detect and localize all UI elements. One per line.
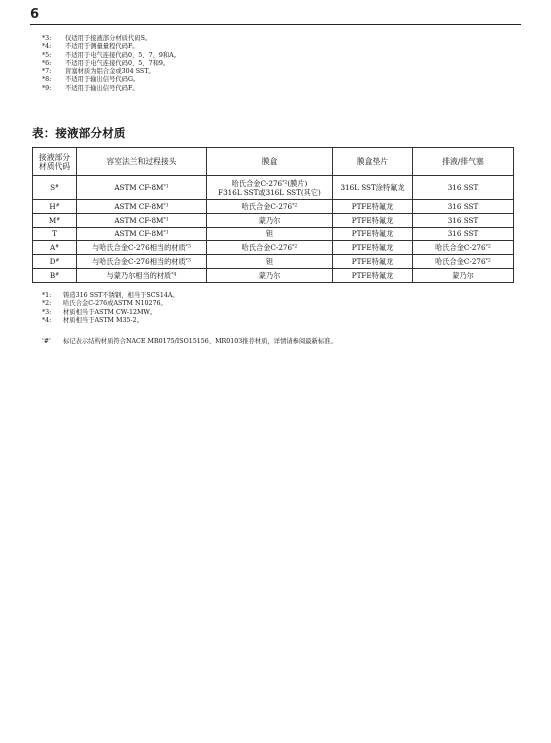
cell-flange: ASTM $CF-8M^{*1}$ (77, 200, 207, 214)
legend-text: 标记表示结构材质符合NACE MR0175/ISO15156、MR0103推荐材质，详情请参阅最新标准。 (63, 338, 337, 345)
cell-vent: 哈氏合金C-276$^{*2}$ (413, 241, 514, 255)
note-mark: *8: (42, 76, 52, 84)
header-material-code: 接液部分 材质代码 (33, 148, 77, 176)
notes-list (42, 35, 180, 93)
table-title: 表：接液部分材质 (32, 126, 126, 140)
footnotes-list (42, 292, 179, 326)
note-mark: *7: (42, 68, 52, 76)
note-item (42, 43, 180, 51)
cell-diaphragm: 哈氏合金C-276$^{*2}$(膜片) F316L SST或316L SST(其它) (207, 176, 333, 200)
header-gasket: 膜盒垫片 (333, 148, 413, 176)
table-row (33, 213, 514, 227)
note-mark: *9: (42, 84, 52, 92)
cell-gasket: PTFE特氟龙 (333, 227, 413, 241)
header-rule (30, 24, 521, 25)
note-text: 不适用于输出信号代码F。 (65, 84, 139, 92)
note-item (42, 60, 180, 68)
footnote-item (42, 317, 179, 325)
note-text: 不适用于输出信号代码G。 (65, 76, 140, 84)
cell-flange: 与哈氏合金C-276相当的材质$^{*3}$ (77, 255, 207, 269)
footnote-text: 铸造316 SST不锈钢，相当于SCS14A。 (63, 292, 179, 299)
footnote-mark: *4: (42, 317, 52, 325)
footnote-item (42, 300, 179, 308)
table-header-row (33, 148, 514, 176)
cell-code: D# (33, 255, 77, 269)
cell-gasket: PTFE特氟龙 (333, 200, 413, 214)
note-text: 不适用于电气连接代码0、5、7、9和A。 (65, 51, 181, 59)
cell-flange: ASTM $CF-8M^{*1}$ (77, 176, 207, 200)
cell-vent: 316 SST (413, 176, 514, 200)
note-mark: *3: (42, 35, 52, 42)
cell-code: A# (33, 241, 77, 255)
footnote-mark: *3: (42, 308, 52, 316)
cell-gasket: PTFE特氟龙 (333, 255, 413, 269)
header-diaphragm: 膜盒 (207, 148, 333, 176)
cell-code: S# (33, 176, 77, 200)
note-item (42, 76, 180, 84)
footnote-item (42, 309, 179, 317)
note-item (42, 85, 180, 93)
cell-diaphragm: 哈氏合金C-276$^{*2}$ (207, 200, 333, 214)
cell-vent: 哈氏合金C-276$^{*2}$ (413, 255, 514, 269)
note-text: 不适用于测量量程代码F。 (65, 43, 139, 51)
legend-mark: '#' (42, 338, 51, 345)
cell-diaphragm: 钽 (207, 227, 333, 241)
cell-gasket: PTFE特氟龙 (333, 241, 413, 255)
cell-flange: ASTM $CF-8M^{*1}$ (77, 227, 207, 241)
table-row (33, 227, 514, 241)
note-item (42, 52, 180, 60)
footnote-mark: *2: (42, 300, 52, 308)
cell-flange: 与蒙乃尔相当的材质$^{*4}$ (77, 268, 207, 282)
cell-diaphragm: 钽 (207, 255, 333, 269)
cell-diaphragm: 哈氏合金C-276$^{*2}$ (207, 241, 333, 255)
cell-vent: 316 SST (413, 200, 514, 214)
note-mark: *5: (42, 51, 52, 59)
table-row (33, 241, 514, 255)
cell-diaphragm: 蒙乃尔 (207, 268, 333, 282)
cell-code: M# (33, 213, 77, 227)
table-row (33, 200, 514, 214)
footnote-text: 材质相当于ASTM M35-2。 (63, 317, 143, 325)
cell-gasket: PTFE特氟龙 (333, 213, 413, 227)
table-row (33, 176, 514, 200)
nace-legend-note (42, 336, 337, 345)
cell-gasket: PTFE特氟龙 (333, 268, 413, 282)
footnote-text: 哈氏合金C-276或ASTM N10276。 (63, 300, 167, 308)
cell-diaphragm: 蒙乃尔 (207, 213, 333, 227)
table-row (33, 255, 514, 269)
header-vent-plug: 排液/排气塞 (413, 148, 514, 176)
cell-flange: 与哈氏合金C-276相当的材质$^{*3}$ (77, 241, 207, 255)
note-mark: *6: (42, 59, 52, 67)
wetted-parts-table (32, 147, 514, 283)
cell-vent: 316 SST (413, 227, 514, 241)
cell-flange: ASTM $CF-8M^{*1}$ (77, 213, 207, 227)
note-text: 不适用于电气连接代码0、5、7和9。 (65, 59, 170, 67)
cell-vent: 蒙乃尔 (413, 268, 514, 282)
cell-vent: 316 SST (413, 213, 514, 227)
note-text: 盲塞材质为铝合金或304 SST。 (65, 68, 155, 76)
table-row (33, 268, 514, 282)
cell-code: T (33, 227, 77, 241)
note-text: 仅适用于接液部分材质代码S。 (65, 35, 152, 42)
note-mark: *4: (42, 43, 52, 51)
cell-code: H# (33, 200, 77, 214)
cell-code: B# (33, 268, 77, 282)
page-number: 6 (30, 7, 40, 22)
footnote-mark: *1: (42, 292, 52, 299)
cell-gasket: 316L SST涂特氟龙 (333, 176, 413, 200)
footnote-text: 材质相当于ASTM CW-12MW。 (63, 308, 157, 316)
header-flange: 容室法兰和过程接头 (77, 148, 207, 176)
